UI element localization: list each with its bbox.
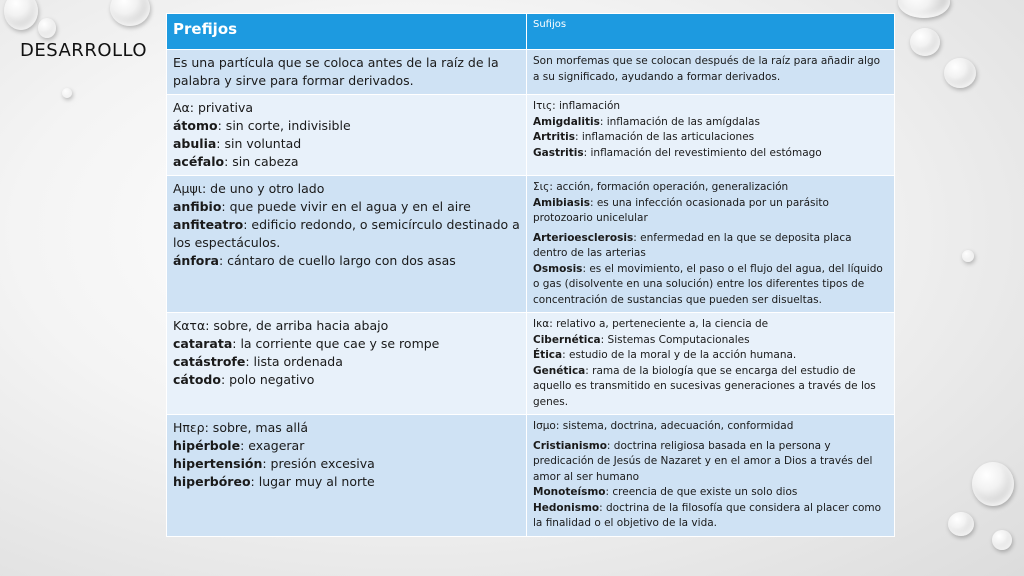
cell-line [173,473,520,491]
cell-line [173,419,520,437]
definition-text: : rama de la biología que se encarga del estudio de aquello es transmitido en sucesivas generaciones a través de los genes. [533,364,876,408]
term-bold: átomo [173,118,218,133]
definition-text: Son morfemas que se colocan después de la raíz para añadir algo a su significado, ayudando a formar derivados. [533,55,881,83]
term-bold: hiperbóreo [173,474,251,489]
table-row [167,313,895,415]
cell-line [533,364,888,411]
slide-title: DESARROLLO [20,40,148,61]
cell-line [173,455,520,473]
definition-text: : creencia de que existe un solo dios [605,486,798,498]
cell-line [173,180,520,198]
definition-text: : Sistemas Computacionales [600,333,750,346]
cell-line [533,317,888,333]
prefix-cell [167,176,527,313]
cell-line [533,54,888,85]
definition-text: : presión excesiva [262,456,375,471]
term-bold: anfiteatro [173,217,244,232]
table-row [167,95,895,176]
definition-text: Iτις: inflamación [533,100,621,112]
term-bold: cátodo [173,372,221,387]
definition-text: : lugar muy al norte [250,474,375,489]
cell-line [533,348,888,364]
definition-text: : inflamación de las amígdalas [599,115,760,128]
term-bold: Cibernética [533,333,601,346]
cell-line [533,333,888,349]
definition-text: : sin voluntad [216,136,302,151]
cell-line [533,196,888,227]
definition-text: Ηπερ: sobre, mas allá [173,420,308,435]
term-bold: Cristianismo [533,439,607,452]
term-bold: Monoteísmo [533,486,606,498]
cell-line [173,99,520,117]
term-bold: Artritis [533,131,575,143]
definition-text: Ισμο: sistema, doctrina, adecuación, conformidad [533,420,794,432]
definition-text: : sin corte, indivisible [217,118,351,133]
cell-line [533,115,888,131]
definition-text: Kατα: sobre, de arriba hacia abajo [173,318,389,333]
table-row [167,50,895,95]
definition-text: : inflamación de las articulaciones [574,131,755,143]
term-bold: abulia [173,136,217,151]
cell-line [173,317,520,335]
term-bold: acéfalo [173,154,225,169]
definition-text: : que puede vivir en el agua y en el aire [221,199,471,214]
cell-line [173,135,520,153]
cell-line [533,180,888,196]
cell-line [533,99,888,115]
term-bold: Hedonismo [533,501,600,514]
prefix-cell [167,50,527,95]
definition-text: : estudio de la moral y de la acción humana. [562,349,797,361]
water-drop-decoration [972,462,1014,506]
prefix-cell [167,313,527,415]
cell-line [173,117,520,135]
term-bold: Arterioesclerosis [533,231,634,244]
cell-line [533,419,888,435]
definition-text: : es el movimiento, el paso o el flujo del agua, del líquido o gas (disolvente en una solución) entre los diferentes tipos de concentración de sustancias que pueden ser disueltas. [533,262,883,306]
prefix-suffix-table [166,13,895,537]
sufijos-header: Sufijos [527,14,895,50]
definition-text: : cántaro de cuello largo con dos asas [218,253,456,268]
definition-text: : es una infección ocasionada por un parásito protozoario unicelular [533,196,829,224]
cell-line [533,231,888,262]
prefijos-header: Prefijos [167,14,527,50]
term-bold: anfibio [173,199,222,214]
prefix-cell [167,415,527,537]
cell-line [173,153,520,171]
cell-line [173,252,520,270]
suffix-cell [527,50,895,95]
definition-text: Es una partícula que se coloca antes de la raíz de la palabra y sirve para formar derivados. [173,55,499,88]
suffix-cell [527,176,895,313]
term-bold: Osmosis [533,262,583,275]
definition-text: Ικα: relativo a, perteneciente a, la ciencia de [533,318,769,330]
cell-line [173,335,520,353]
water-drop-decoration [898,0,950,18]
definition-text: : polo negativo [220,372,315,387]
definition-text: Σις: acción, formación operación, generalización [533,181,789,193]
suffix-cell [527,415,895,537]
cell-line [173,54,520,90]
water-drop-decoration [910,28,940,56]
cell-line [533,439,888,486]
term-bold: Amigdalitis [533,115,600,128]
suffix-cell [527,313,895,415]
cell-line [533,262,888,309]
cell-line [533,485,888,501]
term-bold: hipertensión [173,456,263,471]
table-row [167,415,895,537]
term-bold: Amibiasis [533,196,590,209]
term-bold: hipérbole [173,438,241,453]
definition-text: : exagerar [240,438,305,453]
term-bold: catástrofe [173,354,246,369]
prefix-cell [167,95,527,176]
definition-text: Aμψι: de uno y otro lado [173,181,325,196]
table-header-row [167,14,895,50]
definition-text: : la corriente que cae y se rompe [232,336,440,351]
water-drop-decoration [948,512,974,536]
cell-line [173,353,520,371]
definition-text: : edificio redondo, o semicírculo destinado a los espectáculos. [173,217,520,250]
term-bold: Ética [533,349,563,361]
water-drop-decoration [944,58,976,88]
water-drop-decoration [4,0,38,30]
definition-text: : inflamación del revestimiento del estómago [583,146,822,159]
cell-line [533,146,888,162]
term-bold: ánfora [173,253,219,268]
definition-text: : enfermedad en la que se deposita placa dentro de las arterias [533,231,852,259]
term-bold: Gastritis [533,146,584,159]
term-bold: catarata [173,336,233,351]
suffix-cell [527,95,895,176]
definition-text: : lista ordenada [245,354,343,369]
definition-text: : doctrina de la filosofía que considera al placer como la finalidad o el objetivo de la vida. [533,501,882,529]
water-drop-decoration [38,18,56,38]
cell-line [533,130,888,146]
table-row [167,176,895,313]
definition-text: Aα: privativa [173,100,254,115]
water-drop-decoration [992,530,1012,550]
definition-text: : sin cabeza [224,154,299,169]
cell-line [173,216,520,252]
water-drop-decoration [962,250,974,262]
cell-line [173,371,520,389]
cell-line [533,501,888,532]
cell-line [173,437,520,455]
water-drop-decoration [62,88,72,98]
term-bold: Genética [533,364,586,377]
definition-text: : doctrina religiosa basada en la persona y predicación de Jesús de Nazaret y en el amor a Dios a través del amor al ser humano [533,439,873,483]
cell-line [173,198,520,216]
water-drop-decoration [110,0,150,26]
